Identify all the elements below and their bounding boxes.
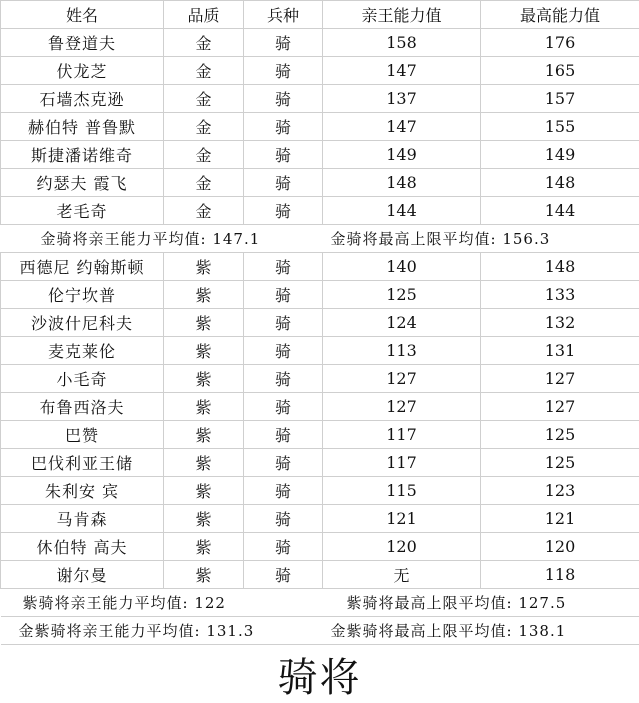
quality-cell: 金 [164, 197, 244, 225]
general-name: 赫伯特 普鲁默 [1, 113, 164, 141]
unit-type-cell: 骑 [244, 29, 323, 57]
max-ability-cell: 148 [481, 169, 639, 197]
max-ability-cell: 133 [481, 281, 639, 309]
general-name: 石墙杰克逊 [1, 85, 164, 113]
general-name: 老毛奇 [1, 197, 164, 225]
header-quality: 品质 [164, 1, 244, 29]
general-name: 谢尔曼 [1, 561, 164, 589]
quality-cell: 紫 [164, 561, 244, 589]
header-max-ability: 最高能力值 [481, 1, 639, 29]
king-ability-cell: 148 [323, 169, 481, 197]
table-row [1, 365, 639, 393]
unit-type-cell: 骑 [244, 449, 323, 477]
table-row [1, 449, 639, 477]
king-ability-cell: 124 [323, 309, 481, 337]
quality-cell: 紫 [164, 253, 244, 281]
king-ability-cell: 无 [323, 561, 481, 589]
table-row [1, 169, 639, 197]
general-name: 伦宁坎普 [1, 281, 164, 309]
gold-max-average: 金骑将最高上限平均值: 156.3 [323, 225, 639, 253]
max-ability-cell: 176 [481, 29, 639, 57]
general-name: 约瑟夫 霞飞 [1, 169, 164, 197]
king-ability-cell: 115 [323, 477, 481, 505]
king-ability-cell: 113 [323, 337, 481, 365]
quality-cell: 金 [164, 29, 244, 57]
max-ability-cell: 125 [481, 421, 639, 449]
quality-cell: 金 [164, 169, 244, 197]
unit-type-cell: 骑 [244, 505, 323, 533]
header-unit: 兵种 [244, 1, 323, 29]
quality-cell: 紫 [164, 449, 244, 477]
unit-type-cell: 骑 [244, 561, 323, 589]
max-ability-cell: 123 [481, 477, 639, 505]
unit-type-cell: 骑 [244, 281, 323, 309]
page-title: 骑将 [0, 646, 639, 703]
gold-king-average: 金骑将亲王能力平均值: 147.1 [1, 225, 323, 253]
quality-cell: 紫 [164, 337, 244, 365]
unit-type-cell: 骑 [244, 477, 323, 505]
king-ability-cell: 147 [323, 113, 481, 141]
overall-summary-body [1, 589, 639, 645]
table-row [1, 281, 639, 309]
table-row [1, 421, 639, 449]
general-name: 麦克莱伦 [1, 337, 164, 365]
king-ability-cell: 144 [323, 197, 481, 225]
general-name: 巴赞 [1, 421, 164, 449]
table-row [1, 393, 639, 421]
table-row [1, 57, 639, 85]
general-name: 鲁登道夫 [1, 29, 164, 57]
unit-type-cell: 骑 [244, 253, 323, 281]
king-ability-cell: 120 [323, 533, 481, 561]
king-ability-cell: 127 [323, 393, 481, 421]
king-ability-cell: 117 [323, 449, 481, 477]
quality-cell: 紫 [164, 533, 244, 561]
header-king-ability: 亲王能力值 [323, 1, 481, 29]
quality-cell: 金 [164, 141, 244, 169]
table-row [1, 113, 639, 141]
max-ability-cell: 149 [481, 141, 639, 169]
max-ability-cell: 144 [481, 197, 639, 225]
unit-type-cell: 骑 [244, 169, 323, 197]
quality-cell: 金 [164, 85, 244, 113]
unit-type-cell: 骑 [244, 421, 323, 449]
king-ability-cell: 147 [323, 57, 481, 85]
king-ability-cell: 127 [323, 365, 481, 393]
general-name: 马肯森 [1, 505, 164, 533]
table-row [1, 505, 639, 533]
general-name: 朱利安 宾 [1, 477, 164, 505]
header-name: 姓名 [1, 1, 164, 29]
general-name: 沙波什尼科夫 [1, 309, 164, 337]
table-row [1, 197, 639, 225]
combined-summary-row [1, 617, 639, 645]
king-ability-cell: 121 [323, 505, 481, 533]
quality-cell: 紫 [164, 477, 244, 505]
general-name: 斯捷潘诺维奇 [1, 141, 164, 169]
max-ability-cell: 120 [481, 533, 639, 561]
max-ability-cell: 155 [481, 113, 639, 141]
unit-type-cell: 骑 [244, 57, 323, 85]
quality-cell: 金 [164, 57, 244, 85]
unit-type-cell: 骑 [244, 113, 323, 141]
combined-max-average: 金紫骑将最高上限平均值: 138.1 [323, 617, 639, 645]
purple-generals-body [1, 253, 639, 589]
max-ability-cell: 132 [481, 309, 639, 337]
general-name: 小毛奇 [1, 365, 164, 393]
table-row [1, 309, 639, 337]
max-ability-cell: 118 [481, 561, 639, 589]
quality-cell: 紫 [164, 421, 244, 449]
max-ability-cell: 125 [481, 449, 639, 477]
purple-summary-row [1, 589, 639, 617]
quality-cell: 紫 [164, 505, 244, 533]
max-ability-cell: 127 [481, 393, 639, 421]
unit-type-cell: 骑 [244, 141, 323, 169]
table-row [1, 253, 639, 281]
quality-cell: 紫 [164, 281, 244, 309]
max-ability-cell: 148 [481, 253, 639, 281]
king-ability-cell: 149 [323, 141, 481, 169]
max-ability-cell: 121 [481, 505, 639, 533]
table-row [1, 477, 639, 505]
general-name: 巴伐利亚王储 [1, 449, 164, 477]
unit-type-cell: 骑 [244, 533, 323, 561]
max-ability-cell: 165 [481, 57, 639, 85]
king-ability-cell: 125 [323, 281, 481, 309]
general-name: 布鲁西洛夫 [1, 393, 164, 421]
gold-generals-body [1, 29, 639, 225]
purple-max-average: 紫骑将最高上限平均值: 127.5 [323, 589, 639, 617]
general-name: 西德尼 约翰斯顿 [1, 253, 164, 281]
unit-type-cell: 骑 [244, 85, 323, 113]
unit-type-cell: 骑 [244, 365, 323, 393]
table-row [1, 29, 639, 57]
unit-type-cell: 骑 [244, 393, 323, 421]
table-row [1, 85, 639, 113]
quality-cell: 紫 [164, 309, 244, 337]
general-name: 伏龙芝 [1, 57, 164, 85]
king-ability-cell: 158 [323, 29, 481, 57]
quality-cell: 金 [164, 113, 244, 141]
purple-king-average: 紫骑将亲王能力平均值: 122 [1, 589, 323, 617]
general-name: 休伯特 高夫 [1, 533, 164, 561]
table-row [1, 141, 639, 169]
max-ability-cell: 157 [481, 85, 639, 113]
king-ability-cell: 137 [323, 85, 481, 113]
unit-type-cell: 骑 [244, 337, 323, 365]
table-row [1, 533, 639, 561]
table-row [1, 337, 639, 365]
unit-type-cell: 骑 [244, 197, 323, 225]
quality-cell: 紫 [164, 365, 244, 393]
king-ability-cell: 140 [323, 253, 481, 281]
max-ability-cell: 127 [481, 365, 639, 393]
combined-king-average: 金紫骑将亲王能力平均值: 131.3 [1, 617, 323, 645]
quality-cell: 紫 [164, 393, 244, 421]
max-ability-cell: 131 [481, 337, 639, 365]
king-ability-cell: 117 [323, 421, 481, 449]
header-row [1, 1, 639, 29]
gold-summary-body [1, 225, 639, 253]
unit-type-cell: 骑 [244, 309, 323, 337]
gold-summary-row [1, 225, 639, 253]
table-row [1, 561, 639, 589]
